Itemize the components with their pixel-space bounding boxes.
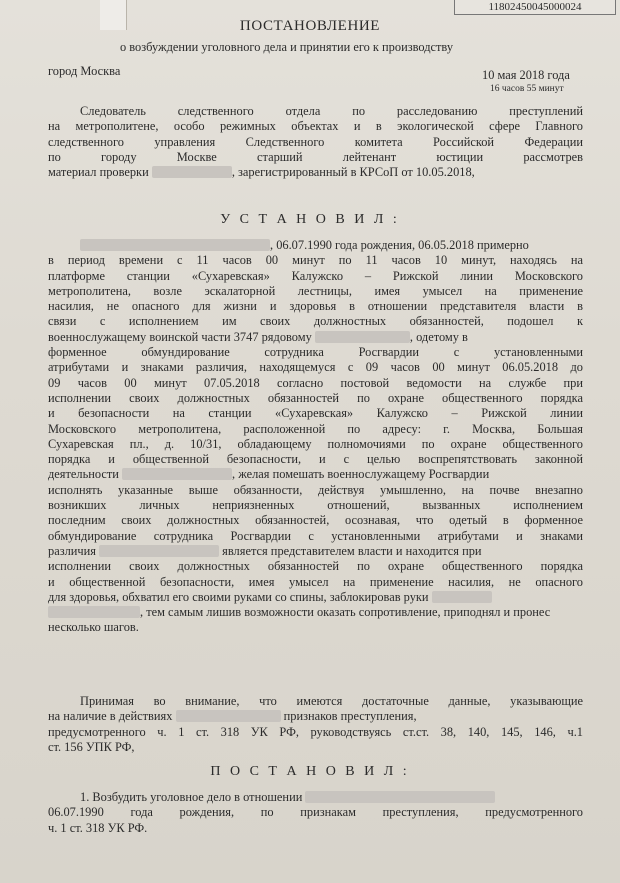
main-line: в период времени с 11 часов 00 минут по 11 часов 10 минут, находясь на (48, 253, 583, 268)
considering-paragraph (48, 694, 583, 755)
redaction (315, 331, 410, 343)
main-line: атрибутами и знаками различия, находящемуся с 09 часов 00 минут 06.05.2018 до (48, 360, 583, 375)
intro-line: Следователь следственного отдела по расследованию преступлений (80, 104, 583, 118)
main-line: несколько шагов. (48, 620, 139, 635)
intro-line: на метрополитене, особо режимных объектах и в экологической сфере Главного (48, 119, 583, 134)
main-line: исполнении своих должностных обязанностей по охране общественного порядка (48, 390, 583, 405)
main-line: , 06.07.1990 года рождения, 06.05.2018 примерно (48, 238, 583, 253)
main-line: обмундирование сотрудника Росгвардии с установленными атрибутами и знаками (48, 528, 583, 543)
redaction (432, 591, 492, 603)
date: 10 мая 2018 года (482, 68, 570, 82)
main-line: военнослужащему воинской части 3747 рядовому , одетому в (48, 329, 468, 344)
resolution-line: 1. Возбудить уголовное дело в отношении (48, 790, 583, 805)
city: город Москва (48, 64, 121, 78)
time: 16 часов 55 минут (490, 84, 564, 94)
main-line: для здоровья, обхватил его своими руками со спины, заблокировав руки (48, 590, 583, 605)
main-line: возникших личных неприязненных отношений, вызванных исполнением (48, 498, 583, 513)
redaction (99, 545, 219, 557)
main-line: форменное обмундирование сотрудника Росгвардии с установленными (48, 345, 583, 360)
main-line: метрополитена, возле эскалаторной лестницы, имея умысел на применение (48, 283, 583, 298)
resolution-line: 06.07.1990 года рождения, по признакам преступления, предусмотренного (48, 805, 583, 820)
main-line: деятельности , желая помешать военнослужащему Росгвардии (48, 467, 490, 482)
redaction (305, 791, 495, 803)
resolution-line: ч. 1 ст. 318 УК РФ. (48, 820, 148, 835)
redaction (80, 239, 270, 251)
main-line: и общественной безопасности, имея умысел на применение насилия, не опасного (48, 574, 583, 589)
main-line: исполнении своих должностных обязанностей по охране общественного порядка (48, 559, 583, 574)
main-line: , тем самым лишив возможности оказать сопротивление, приподнял и пронес (48, 605, 583, 620)
considering-line: Принимая во внимание, что имеются достаточные данные, указывающие (80, 694, 583, 708)
main-line: насилия, не опасного для жизни и здоровья в отношении представителя власти в (48, 299, 583, 314)
considering-line: предусмотренного ч. 1 ст. 318 УК РФ, руководствуясь ст.ст. 38, 140, 145, 146, ч.1 (48, 724, 583, 739)
main-line: платформе станции «Сухаревская» Калужско – Рижской линии Московского (48, 268, 583, 283)
main-line: последним своих должностных обязанностей, осознавая, что одетый в форменное (48, 513, 583, 528)
intro-line: по городу Москве старший лейтенант юстиции рассмотрев (48, 149, 583, 164)
main-line: порядка и общественной безопасности, и с целью воспрепятствовать законной (48, 452, 583, 467)
redaction (122, 468, 232, 480)
main-line: исполнять указанные выше обязанности, действуя умышленно, на почве внезапно (48, 482, 583, 497)
intro-paragraph (48, 104, 583, 180)
document-number: 11802450045000024 (454, 0, 616, 15)
considering-line: ст. 156 УПК РФ, (48, 739, 135, 754)
main-line: связи с исполнением им своих должностных обязанностей, подошел к (48, 314, 583, 329)
resolution-paragraph (48, 790, 583, 836)
document-title: ПОСТАНОВЛЕНИЕ (239, 18, 381, 34)
main-line: Московского метрополитена, расположенной по адресу: г. Москва, Большая (48, 421, 583, 436)
redaction (48, 606, 140, 618)
section-heading-resolved: П О С Т А Н О В И Л : (210, 764, 410, 779)
main-line: различия является представителем власти и находится при (48, 543, 482, 558)
considering-line: на наличие в действиях признаков преступления, (48, 709, 417, 724)
intro-line: следственного управления Следственного комитета Российской Федерации (48, 134, 583, 149)
section-heading-established: У С Т А Н О В И Л : (220, 212, 400, 227)
document-subtitle: о возбуждении уголовного дела и принятии его к производству (120, 40, 454, 54)
main-line: и безопасности на станции «Сухаревская» Калужско – Рижской линии (48, 406, 583, 421)
main-line: Сухаревская пл., д. 10/31, обладающему полномочиями по охране общественного (48, 436, 583, 451)
main-paragraph (48, 238, 583, 636)
redaction (152, 166, 232, 178)
main-line: 09 часов 00 минут 07.05.2018 согласно постовой ведомости на службе при (48, 375, 583, 390)
intro-line: материал проверки , зарегистрированный в КРСоП от 10.05.2018, (48, 165, 475, 180)
redaction (176, 710, 281, 722)
